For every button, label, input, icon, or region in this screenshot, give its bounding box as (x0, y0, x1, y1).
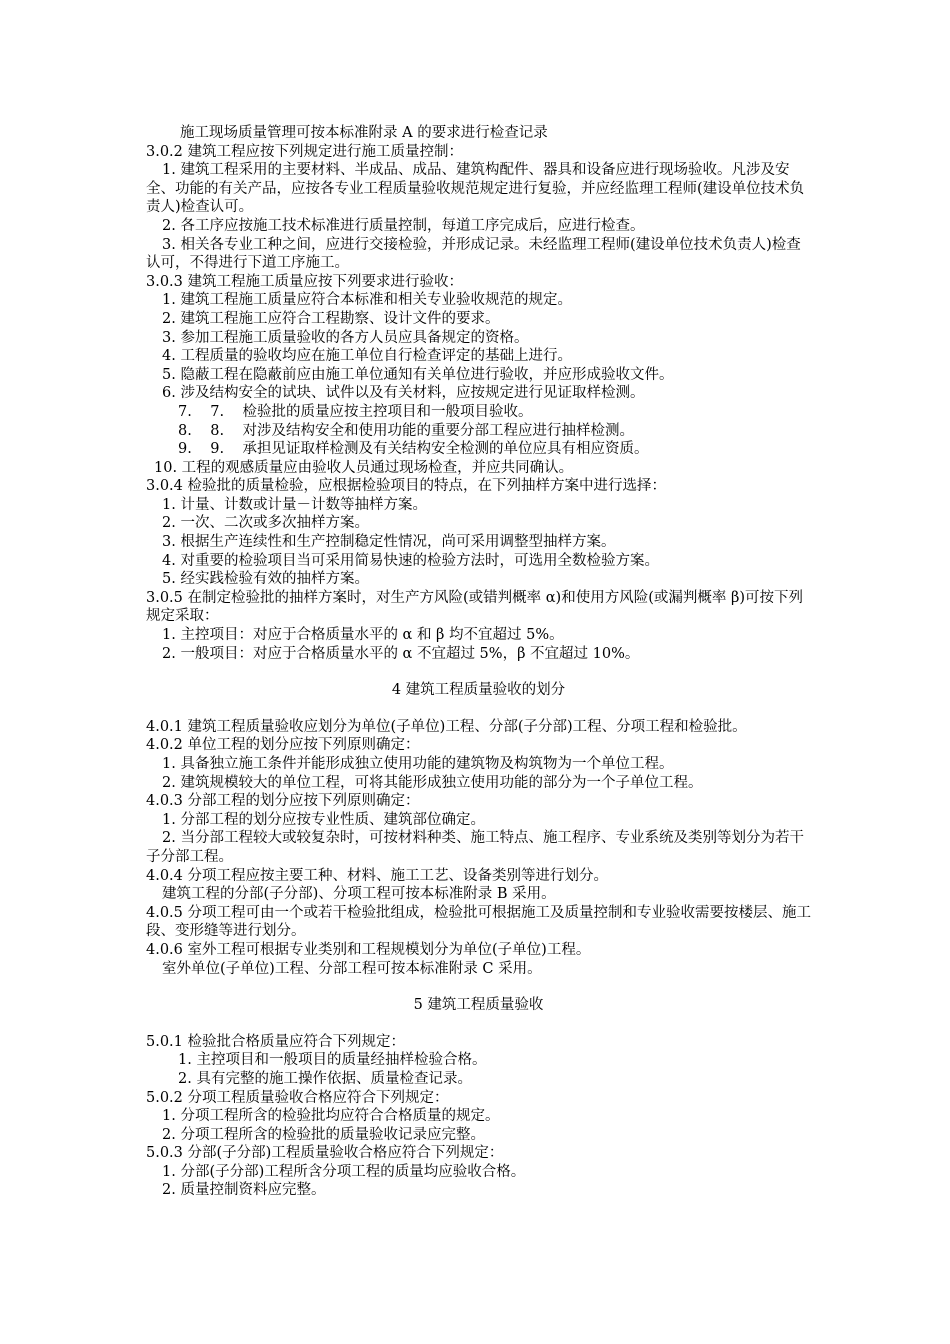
paragraph: 室外单位(子单位)工程、分部工程可按本标准附录 C 采用。 (162, 960, 542, 977)
clause-3-0-3: 3.0.3 建筑工程施工质量应按下列要求进行验收： (146, 273, 464, 290)
list-item: 3. 根据生产连续性和生产控制稳定性情况，尚可采用调整型抽样方案。 (162, 534, 616, 551)
list-item: 1. 主控项目：对应于合格质量水平的 α 和 β 均不宜超过 5%。 (162, 627, 564, 644)
list-item: 8. 8. 对涉及结构安全和使用功能的重要分部工程应进行抽样检测。 (178, 422, 635, 439)
clause-5-0-3: 5.0.3 分部(子分部)工程质量验收合格应符合下列规定： (146, 1145, 504, 1162)
clause-4-0-4: 4.0.4 分项工程应按主要工种、材料、施工工艺、设备类别等进行划分。 (146, 867, 609, 884)
list-item: 6. 涉及结构安全的试块、试件以及有关材料，应按规定进行见证取样检测。 (162, 385, 645, 402)
list-item: 9. 9. 承担见证取样检测及有关结构安全检测的单位应具有相应资质。 (178, 441, 649, 458)
clause-4-0-3: 4.0.3 分部工程的划分应按下列原则确定： (146, 793, 420, 810)
list-item: 2. 分项工程所含的检验批的质量验收记录应完整。 (162, 1126, 485, 1143)
list-item: 3. 相关各专业工种之间，应进行交接检验，并形成记录。未经监理工程师(建设单位技术负责人)检查认可，不得进行下道工序施工。 (146, 236, 801, 272)
section-heading-4: 4 建筑工程质量验收的划分 (391, 682, 566, 699)
paragraph: 施工现场质量管理可按本标准附录 A 的要求进行检查记录 (180, 125, 548, 141)
list-item: 1. 分部工程的划分应按专业性质、建筑部位确定。 (162, 811, 485, 828)
list-item: 4. 对重要的检验项目当可采用简易快速的检验方法时，可选用全数检验方案。 (162, 552, 659, 569)
clause-4-0-1: 4.0.1 建筑工程质量验收应划分为单位(子单位)工程、分部(子分部)工程、分项工程和检验批。 (146, 718, 747, 735)
document-body (146, 124, 811, 1200)
list-item: 2. 具有完整的施工操作依据、质量检查记录。 (178, 1070, 472, 1087)
list-item: 3. 参加工程施工质量验收的各方人员应具备规定的资格。 (162, 329, 529, 346)
clause-5-0-1: 5.0.1 检验批合格质量应符合下列规定： (146, 1033, 406, 1050)
list-item: 10. 工程的观感质量应由验收人员通过现场检查，并应共同确认。 (154, 459, 574, 476)
list-item: 2. 质量控制资料应完整。 (162, 1182, 326, 1199)
list-item: 1. 分部(子分部)工程所含分项工程的质量均应验收合格。 (162, 1163, 526, 1180)
list-item: 2. 当分部工程较大或较复杂时，可按材料种类、施工特点、施工程序、专业系统及类别等划分为若干子分部工程。 (146, 830, 804, 865)
clause-5-0-2: 5.0.2 分项工程质量验收合格应符合下列规定： (146, 1089, 449, 1106)
clause-3-0-5: 3.0.5 在制定检验批的抽样方案时，对生产方风险(或错判概率 α)和使用方风险(或漏判概率 β)可按下列规定采取： (146, 589, 804, 625)
list-item: 5. 经实践检验有效的抽样方案。 (162, 571, 369, 588)
list-item: 2. 建筑规模较大的单位工程，可将其能形成独立使用功能的部分为一个子单位工程。 (162, 774, 703, 791)
clause-3-0-2: 3.0.2 建筑工程应按下列规定进行施工质量控制： (146, 143, 464, 160)
list-item: 1. 计量、计数或计量－计数等抽样方案。 (162, 496, 427, 513)
list-item: 1. 分项工程所含的检验批均应符合合格质量的规定。 (162, 1108, 500, 1125)
clause-4-0-6: 4.0.6 室外工程可根据专业类别和工程规模划分为单位(子单位)工程。 (146, 941, 591, 958)
clause-3-0-4: 3.0.4 检验批的质量检验，应根据检验项目的特点，在下列抽样方案中进行选择： (146, 478, 667, 495)
list-item: 1. 建筑工程施工质量应符合本标准和相关专业验收规范的规定。 (162, 292, 572, 309)
clause-4-0-5: 4.0.5 分项工程可由一个或若干检验批组成，检验批可根据施工及质量控制和专业验收需要按楼层、施工段、变形缝等进行划分。 (146, 904, 811, 940)
list-item: 7. 7. 检验批的质量应按主控项目和一般项目验收。 (178, 403, 533, 420)
list-item: 2. 一般项目：对应于合格质量水平的 α 不宜超过 5%，β 不宜超过 10%。 (162, 645, 640, 662)
list-item: 2. 建筑工程施工应符合工程勘察、设计文件的要求。 (162, 310, 500, 327)
paragraph: 建筑工程的分部(子分部)、分项工程可按本标准附录 B 采用。 (162, 886, 556, 903)
list-item: 4. 工程质量的验收均应在施工单位自行检查评定的基础上进行。 (162, 348, 572, 365)
clause-4-0-2: 4.0.2 单位工程的划分应按下列原则确定： (146, 737, 420, 754)
list-item: 1. 主控项目和一般项目的质量经抽样检验合格。 (178, 1052, 487, 1069)
list-item: 2. 各工序应按施工技术标准进行质量控制，每道工序完成后，应进行检查。 (162, 217, 645, 234)
list-item: 1. 具备独立施工条件并能形成独立使用功能的建筑物及构筑物为一个单位工程。 (162, 756, 674, 772)
list-item: 5. 隐蔽工程在隐蔽前应由施工单位通知有关单位进行验收，并应形成验收文件。 (162, 366, 674, 383)
list-item: 2. 一次、二次或多次抽样方案。 (162, 515, 369, 532)
section-heading-5: 5 建筑工程质量验收 (413, 997, 544, 1014)
list-item: 1. 建筑工程采用的主要材料、半成品、成品、建筑构配件、器具和设备应进行现场验收。凡涉及安全、功能的有关产品，应按各专业工程质量验收规范规定进行复验，并应经监理工程师(建设单位技术负责人)检查认可。 (146, 162, 805, 216)
